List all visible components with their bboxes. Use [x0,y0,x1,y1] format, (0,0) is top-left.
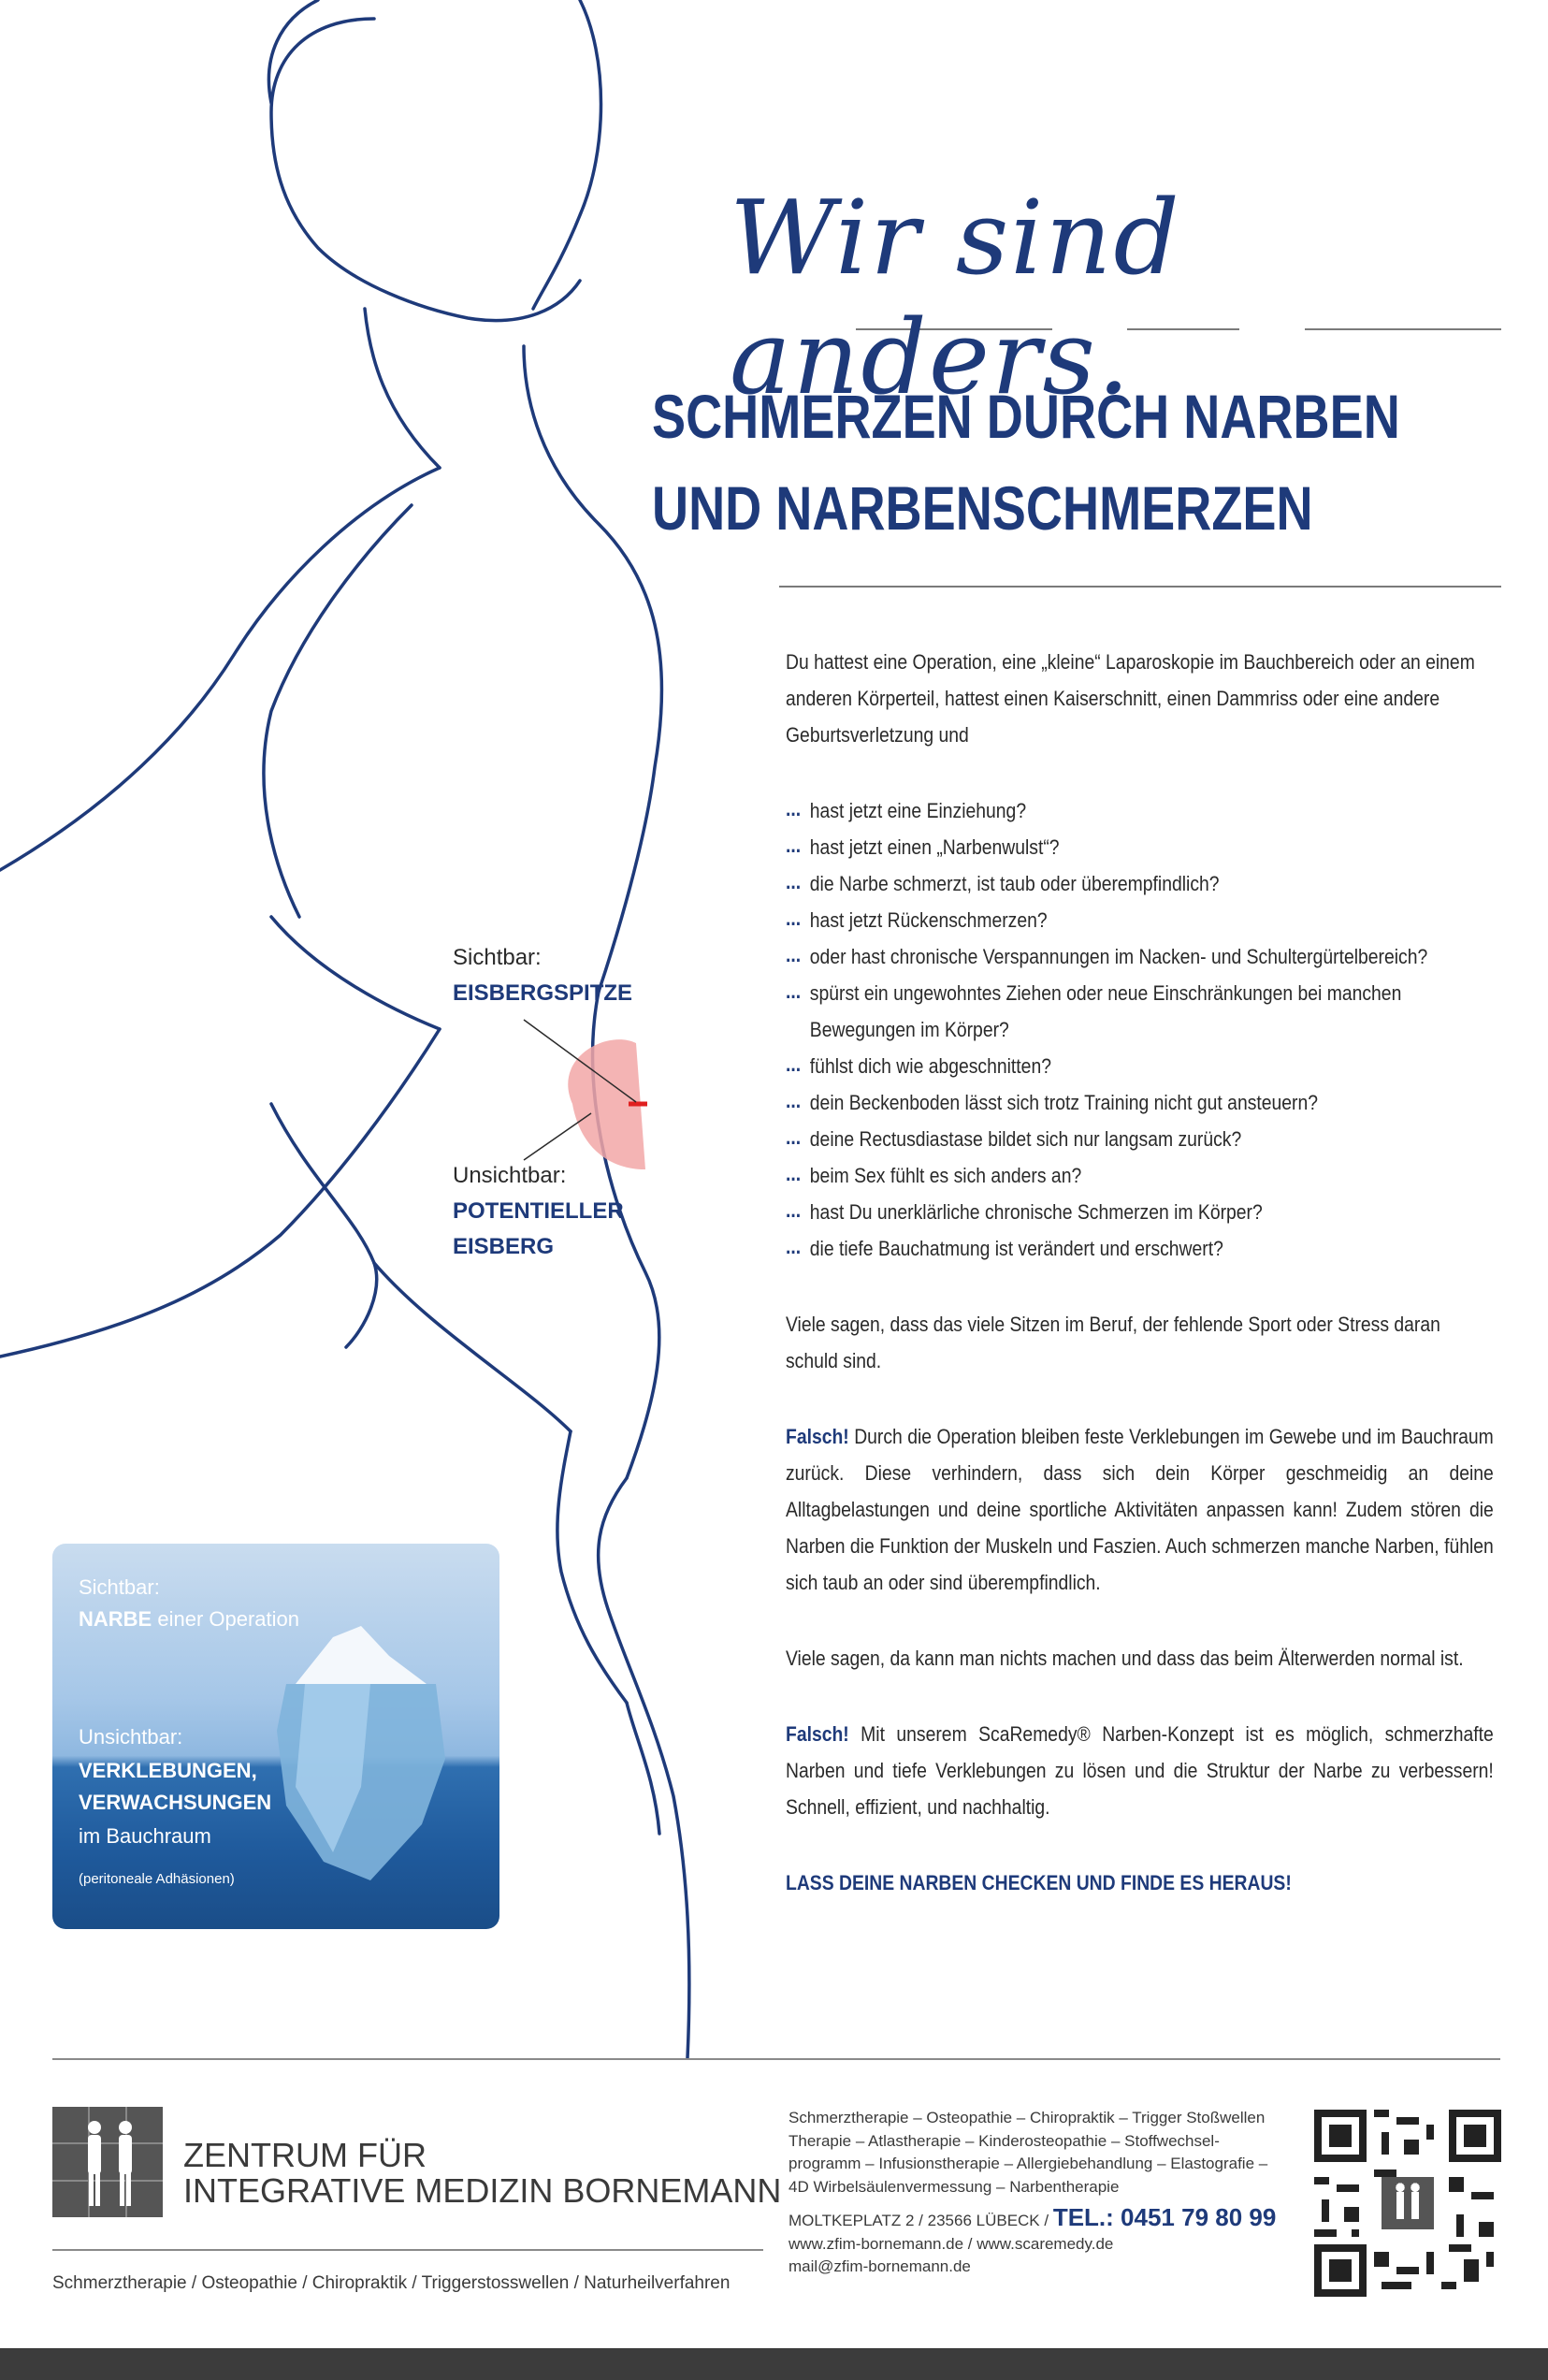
headline-line-1: SCHMERZEN DURCH NARBEN [652,382,1400,451]
question-text: hast jetzt einen „Narbenwulst“? [809,835,1060,859]
headline [652,370,1400,554]
org-name [183,2138,781,2209]
address-line [788,2203,1277,2233]
paragraph-4 [786,1716,1494,1825]
visible-label-group [453,940,632,1011]
bullet-marker: ... [786,1235,802,1258]
paragraph-1: Viele sagen, dass das viele Sitzen im Beruf, der fehlende Sport oder Stress daran schuld sind. [786,1313,1440,1372]
bullet-marker: ... [786,797,802,820]
script-title: Wir sind anders. [730,178,1181,417]
question-text: deine Rectusdiastase bildet sich nur langsam zurück? [809,1127,1242,1151]
bullet-marker: ... [786,943,802,966]
content-column [786,644,1548,1901]
question-item [786,865,1494,902]
logo-icon [52,2107,163,2217]
card-visible-bold: NARBE [79,1607,152,1631]
question-item [786,792,1494,829]
hidden-label: Unsichtbar: [453,1163,567,1188]
paragraph-2 [786,1418,1494,1601]
card-visible-line [79,1604,299,1635]
qr-code[interactable] [1314,2110,1501,2297]
bullet-marker: ... [786,1089,802,1112]
phone: TEL.: 0451 79 80 99 [1052,2203,1277,2231]
question-item [786,1121,1494,1157]
paragraph-4-text: Mit unserem ScaRemedy® Narben-Konzept ist es möglich, schmerzhafte Narben und tiefe Verklebungen zu lösen und die Struktur der Narbe zu verbessern! Schnell, effizient, und nachhaltig. [786,1722,1494,1819]
bullet-marker: ... [786,1052,802,1076]
bullet-marker: ... [786,1125,802,1149]
hidden-label-group [453,1158,624,1265]
paragraph-3: Viele sagen, da kann man nichts machen und dass das beim Älterwerden normal ist. [786,1647,1464,1670]
question-text: hast jetzt eine Einziehung? [809,799,1027,822]
question-text: die Narbe schmerzt, ist taub oder überempfindlich? [809,872,1220,895]
question-text: die tiefe Bauchatmung ist verändert und erschwert? [809,1237,1223,1260]
bottom-bar [0,2348,1548,2380]
question-text: spürst ein ungewohntes Ziehen oder neue Einschränkungen bei manchen Bewegungen im Körper? [809,981,1402,1041]
question-item [786,829,1494,865]
web-links[interactable]: www.zfim-bornemann.de / www.scaremedy.de [788,2234,1114,2253]
card-hidden-value-1: VERKLEBUNGEN, [79,1759,257,1782]
org-divider [52,2249,763,2251]
bullet-marker: ... [786,1198,802,1222]
question-item [786,1084,1494,1121]
iceberg-card [52,1544,499,1929]
contact-block [788,2107,1276,2279]
intro-paragraph: Du hattest eine Operation, eine „kleine“ Laparoskopie im Bauchbereich oder an einem anderen Körperteil, hattest einen Kaiserschnitt, einen Dammriss oder eine andere Geburtsverletzung und [786,650,1475,747]
headline-line-2: UND NARBENSCHMERZEN [652,473,1313,543]
paragraph-2-bold: Falsch! [786,1425,849,1448]
org-name-line-2: INTEGRATIVE MEDIZIN BORNEMANN [183,2171,782,2210]
card-hidden-value-3: im Bauchraum [79,1824,211,1848]
footer-divider [52,2058,1500,2060]
visible-label: Sichtbar: [453,945,542,970]
address: MOLTKEPLATZ 2 / 23566 LÜBECK / [788,2212,1049,2229]
card-hidden-label: Unsichtbar: [79,1725,183,1749]
therapies-line-2: Therapie – Atlastherapie – Kinderosteopathie – Stoffwechsel- [788,2131,1220,2150]
visible-value: EISBERGSPITZE [453,980,633,1006]
question-text: beim Sex fühlt es sich anders an? [809,1164,1082,1187]
therapies-line-4: 4D Wirbelsäulenvermessung – Narbentherapie [788,2177,1120,2196]
bullet-marker: ... [786,980,802,1003]
org-name-line-1: ZENTRUM FÜR [183,2136,427,2174]
hidden-value-1: POTENTIELLER [453,1198,624,1224]
question-item [786,938,1494,975]
email-link[interactable]: mail@zfim-bornemann.de [788,2257,971,2275]
services-line: Schmerztherapie / Osteopathie / Chiropraktik / Triggerstosswellen / Naturheilverfahren [52,2273,731,2293]
bullet-marker: ... [786,870,802,893]
hidden-value-2: EISBERG [453,1234,555,1259]
question-text: fühlst dich wie abgeschnitten? [809,1054,1051,1078]
question-text: hast Du unerklärliche chronische Schmerzen im Körper? [809,1200,1263,1224]
card-visible-label: Sichtbar: [79,1575,160,1599]
paragraph-4-bold: Falsch! [786,1722,849,1746]
paragraph-2-text: Durch die Operation bleiben feste Verklebungen im Gewebe und im Bauchraum zurück. Diese verhindern, dass sich dein Körper geschmeidig an deine Alltagbelastungen und deine sportliche Aktivitäten anpassen kann! Zudem stören die Narben die Funktion der Muskeln und Faszien. Auch schmerzen manche Narben, fühlen sich taub an oder sind überempfindlich. [786,1425,1494,1594]
question-item [786,1194,1494,1230]
question-text: hast jetzt Rückenschmerzen? [809,908,1048,932]
call-to-action: LASS DEINE NARBEN CHECKEN UND FINDE ES HERAUS! [786,1871,1292,1894]
question-item [786,1230,1494,1267]
card-hidden-value-2: VERWACHSUNGEN [79,1791,272,1814]
bullet-marker: ... [786,1162,802,1185]
question-item [786,1048,1494,1084]
question-text: dein Beckenboden lässt sich trotz Training nicht gut ansteuern? [809,1091,1319,1114]
bullet-marker: ... [786,834,802,857]
question-list [786,792,1494,1267]
question-item [786,902,1494,938]
bullet-marker: ... [786,907,802,930]
question-item [786,1157,1494,1194]
therapies-line-1: Schmerztherapie – Osteopathie – Chiropraktik – Trigger Stoßwellen [788,2109,1266,2126]
question-item [786,975,1494,1048]
question-text: oder hast chronische Verspannungen im Nacken- und Schultergürtelbereich? [809,945,1428,968]
therapies-line-3: programm – Infusionstherapie – Allergiebehandlung – Elastografie – [788,2155,1268,2172]
card-visible-rest: einer Operation [157,1607,300,1631]
card-note: (peritoneale Adhäsionen) [79,1871,235,1887]
